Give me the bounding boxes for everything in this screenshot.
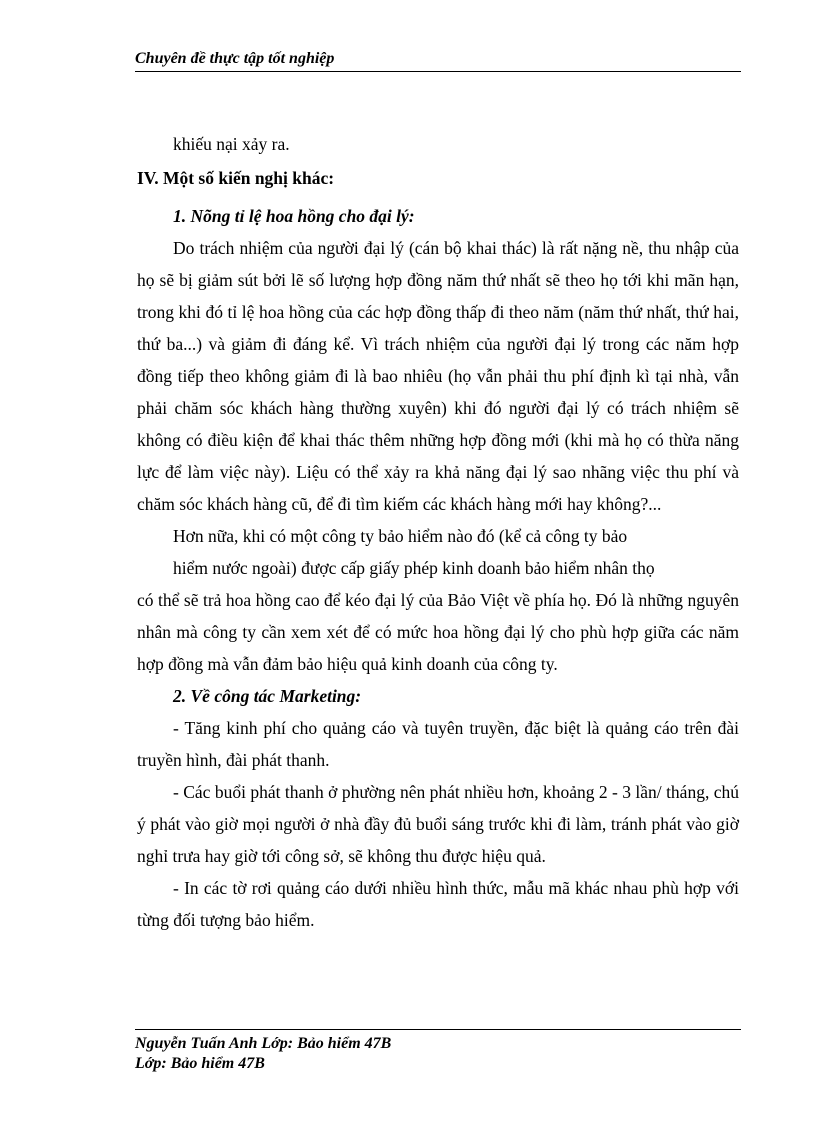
bullet-item: - Các buổi phát thanh ở phường nên phát nhiều hơn, khoảng 2 - 3 lần/ tháng, chú ý phát vào giờ mọi người ở nhà đầy đủ buổi sáng trước khi đi làm, tránh phát vào giờ nghỉ trưa hay giờ tới công sở, sẽ không thu được hiệu quả.: [137, 782, 739, 866]
page-header: [135, 49, 741, 72]
bullet-item: - In các tờ rơi quảng cáo dưới nhiều hình thức, mẫu mã khác nhau phù hợp với từng đối tượng bảo hiểm.: [137, 878, 739, 930]
paragraph-competition-line2: hiểm nước ngoài) được cấp giấy phép kinh doanh bảo hiểm nhân thọ: [173, 558, 655, 578]
paragraph-competition-line1: Hơn nữa, khi có một công ty bảo hiểm nào đó (kể cả công ty bảo: [173, 526, 628, 546]
footer-class: Lớp: Bảo hiểm 47B: [135, 1055, 265, 1072]
paragraph-competition-rest: có thể sẽ trả hoa hồng cao để kéo đại lý của Bảo Việt về phía họ. Đó là những nguyên nhân mà công ty cần xem xét để có mức hoa hồng đại lý cho phù hợp giữa các năm hợp đồng mà vẫn đảm bảo hiệu quả kinh doanh của công ty.: [137, 590, 739, 674]
page-footer: [135, 1029, 741, 1074]
paragraph-commission: Do trách nhiệm của người đại lý (cán bộ khai thác) là rất nặng nề, thu nhập của họ sẽ bị giảm sút bởi lẽ số lượng hợp đồng năm thứ nhất sẽ theo họ tới khi mãn hạn, trong khi đó tỉ lệ hoa hồng của các hợp đồng thấp đi theo năm (năm thứ nhất, thứ hai, thứ ba...) và giảm đi đáng kể. Vì trách nhiệm của người đại lý trong các năm hợp đồng tiếp theo không giảm đi là bao nhiêu (họ vẫn phải thu phí định kì tại nhà, vẫn phải chăm sóc khách hàng thường xuyên) khi đó người đại lý có trách nhiệm sẽ không có điều kiện để khai thác thêm những hợp đồng mới (khi mà họ có thừa năng lực để làm việc này). Liệu có thể xảy ra khả năng đại lý sao nhãng việc thu phí và chăm sóc khách hàng cũ, để đi tìm kiếm các khách hàng mới hay không?...: [137, 238, 739, 514]
subsection-heading-2: 2. Về công tác Marketing:: [173, 686, 362, 706]
footer-author: Nguyễn Tuấn Anh Lớp: Bảo hiểm 47B: [135, 1035, 392, 1052]
document-body: [137, 128, 739, 936]
continuation-text: khiếu nại xảy ra.: [173, 134, 290, 154]
subsection-heading-1: 1. Nõng tỉ lệ hoa hồng cho đại lý:: [173, 206, 415, 226]
bullet-item: - Tăng kinh phí cho quảng cáo và tuyên truyền, đặc biệt là quảng cáo trên đài truyền hình, đài phát thanh.: [137, 718, 739, 770]
document-title: Chuyên đề thực tập tốt nghiệp: [135, 50, 335, 67]
section-heading: IV. Một số kiến nghị khác:: [137, 168, 335, 188]
